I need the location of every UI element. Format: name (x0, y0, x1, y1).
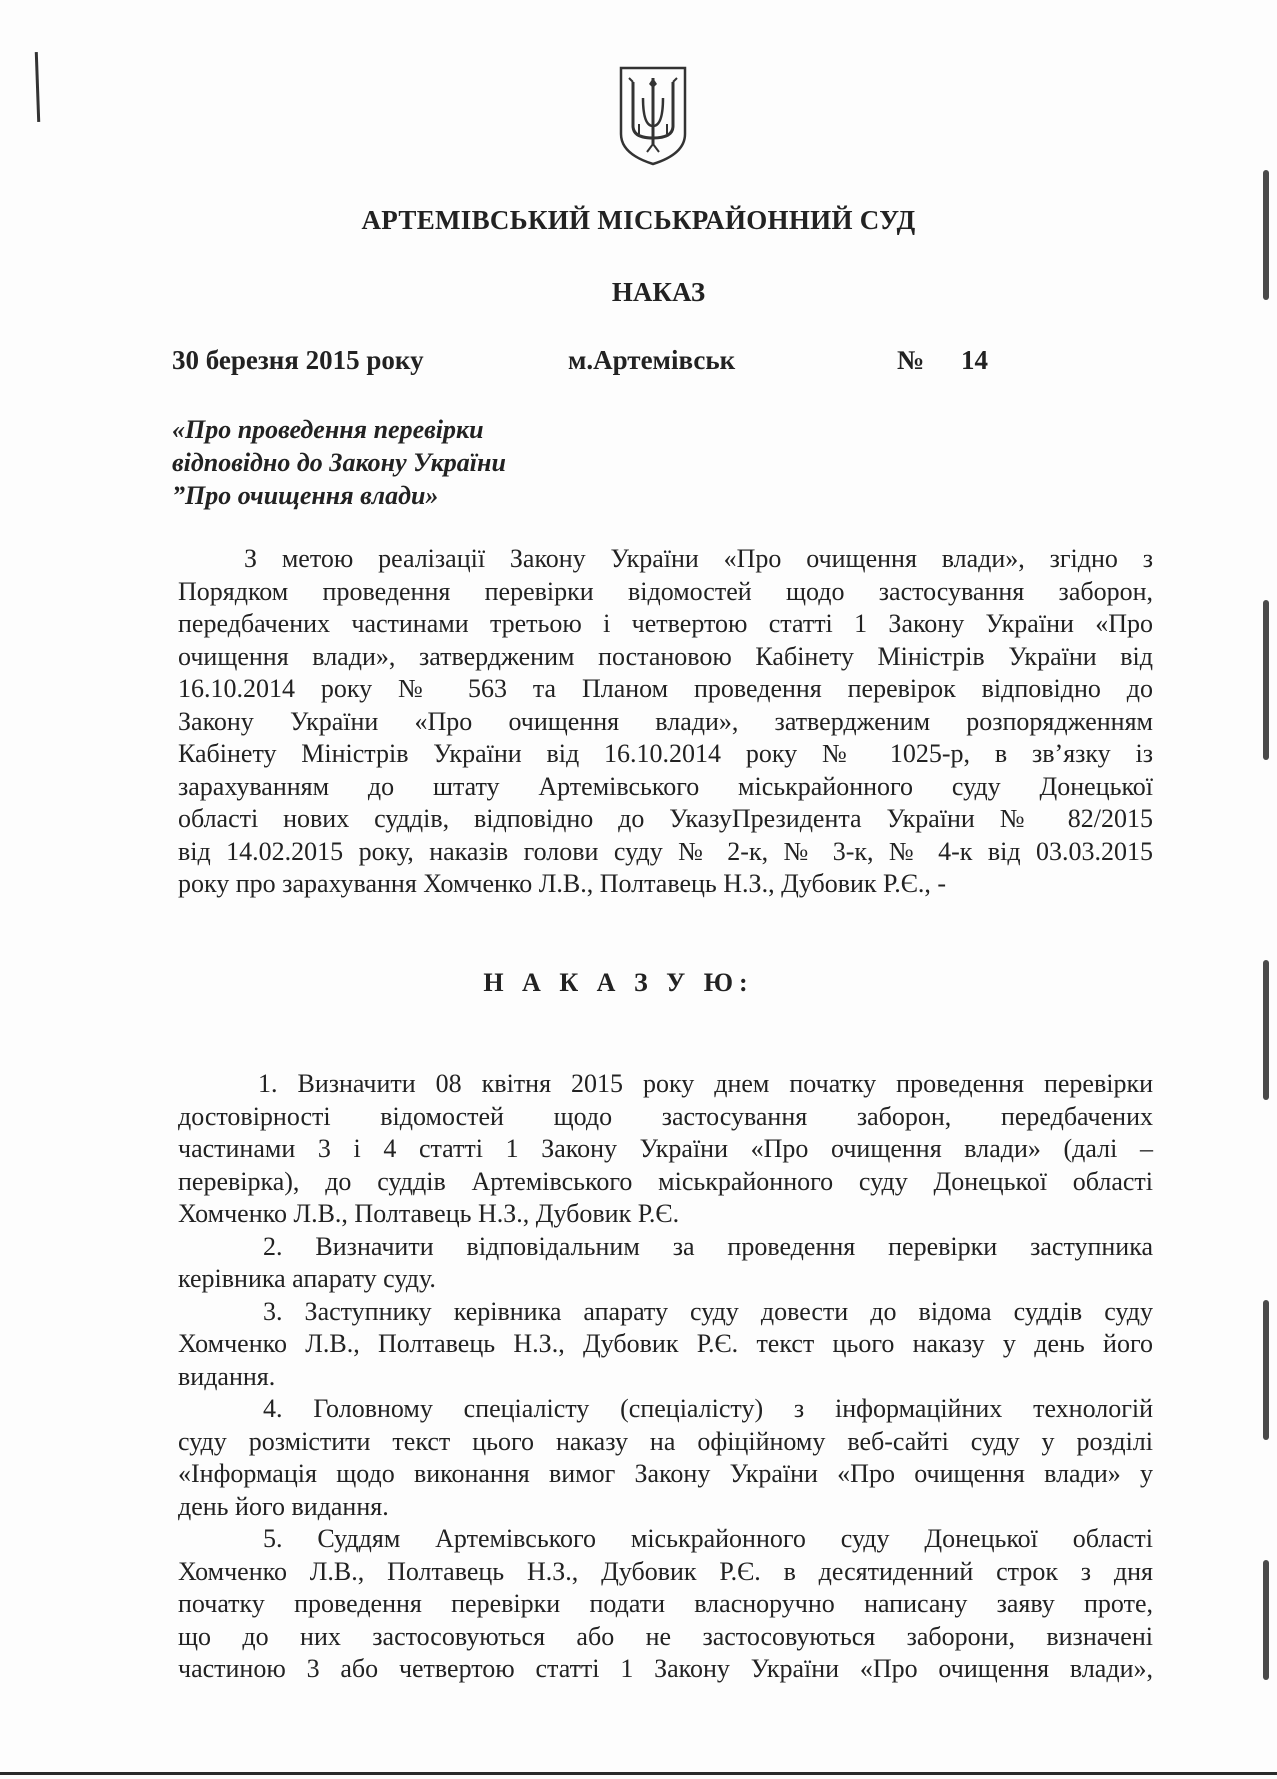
preamble-line: 16.10.2014 року № 563 та Планом проведення перевірок відповідно до (178, 674, 1153, 703)
preamble-paragraph (178, 543, 1153, 901)
item-line: що до них застосовуються або не застосовуються заборони, визначені (178, 1621, 1153, 1651)
court-name: АРТЕМІВСЬКИЙ МІСЬКРАЙОННИЙ СУД (361, 205, 916, 235)
item-line: достовірності відомостей щодо застосування заборон, передбачених (178, 1101, 1153, 1131)
preamble-line: області нових суддів, відповідно до УказуПрезидента України № 82/2015 (178, 804, 1153, 833)
item-line: 4. Головному спеціалісту (спеціалісту) з інформаційних технологій (263, 1394, 1153, 1423)
preamble-line: Закону України «Про очищення влади», затвердженим розпорядженням (178, 706, 1153, 736)
preamble-line: зарахуванням до штату Артемівського міськрайонного суду Донецької (178, 771, 1153, 801)
scan-artifact-edge (1263, 1300, 1269, 1440)
subject-line: відповідно до Закону України (172, 448, 506, 477)
order-items (178, 1068, 1153, 1686)
order-number: 14 (961, 345, 988, 375)
document-type-title: НАКАЗ (611, 277, 706, 307)
order-heading: Н А К А З У Ю: (483, 968, 754, 997)
preamble-line: З метою реалізації Закону України «Про очищення влади», згідно з (244, 544, 1153, 573)
item-line: Хомченко Л.В., Полтавець Н.З., Дубовик Р.Є. текст цього наказу у день його (178, 1329, 1153, 1358)
item-line: початку проведення перевірки подати власноручно написану заяву проте, (178, 1589, 1153, 1618)
preamble-line: Кабінету Міністрів України від 16.10.2014 року № 1025-р, в зв’язку із (178, 739, 1153, 768)
item-line: керівника апарату суду. (178, 1264, 436, 1293)
item-line: 2. Визначити відповідальним за проведення перевірки заступника (263, 1231, 1153, 1261)
subject-line: «Про проведення перевірки (172, 415, 484, 444)
subject-line: ”Про очищення влади» (172, 481, 439, 510)
order-number-label: № (897, 345, 925, 375)
preamble-line: від 14.02.2015 року, наказів голови суду № 2-к, № 3-к, № 4-к від 03.03.2015 (178, 836, 1153, 866)
item-line: частиною 3 або четвертою статті 1 Закону України «Про очищення влади», (178, 1654, 1153, 1683)
item-line: Хомченко Л.В., Полтавець Н.З., Дубовик Р.Є. в десятиденний строк з дня (178, 1556, 1153, 1586)
preamble-line: очищення влади», затвердженим постановою Кабінету Міністрів України від (178, 641, 1153, 671)
item-line: день його видання. (178, 1491, 389, 1521)
scan-artifact-edge (1263, 1560, 1269, 1680)
scan-artifact-bottom-edge (0, 1772, 1277, 1775)
preamble-line: року про зарахування Хомченко Л.В., Полтавець Н.З., Дубовик Р.Є., - (178, 869, 947, 898)
preamble-line: Порядком проведення перевірки відомостей щодо застосування заборон, (178, 576, 1153, 606)
item-line: Хомченко Л.В., Полтавець Н.З., Дубовик Р.Є. (178, 1199, 680, 1228)
item-line: видання. (178, 1361, 276, 1391)
item-line: частинами 3 і 4 статті 1 Закону України «Про очищення влади» (далі – (178, 1134, 1153, 1163)
item-line: «Інформація щодо виконання вимог Закону України «Про очищення влади» у (178, 1459, 1153, 1488)
trident-coat-of-arms-icon (617, 64, 689, 166)
item-line: перевірка), до суддів Артемівського міськрайонного суду Донецької області (178, 1166, 1153, 1196)
item-line: 1. Визначити 08 квітня 2015 року днем початку проведення перевірки (258, 1069, 1153, 1098)
preamble-line: передбачених частинами третьою і четвертою статті 1 Закону України «Про (178, 609, 1153, 638)
scan-artifact-edge (1263, 600, 1269, 760)
order-subject (172, 413, 506, 512)
item-line: 3. Заступнику керівника апарату суду довести до відома суддів суду (263, 1296, 1153, 1326)
item-line: 5. Суддям Артемівського міськрайонного суду Донецької області (263, 1524, 1153, 1553)
order-date: 30 березня 2015 року (172, 345, 424, 375)
order-city: м.Артемівськ (568, 345, 736, 375)
scan-artifact-line (35, 52, 40, 122)
item-line: суду розмістити текст цього наказу на офіційному веб-сайті суду у розділі (178, 1426, 1153, 1456)
